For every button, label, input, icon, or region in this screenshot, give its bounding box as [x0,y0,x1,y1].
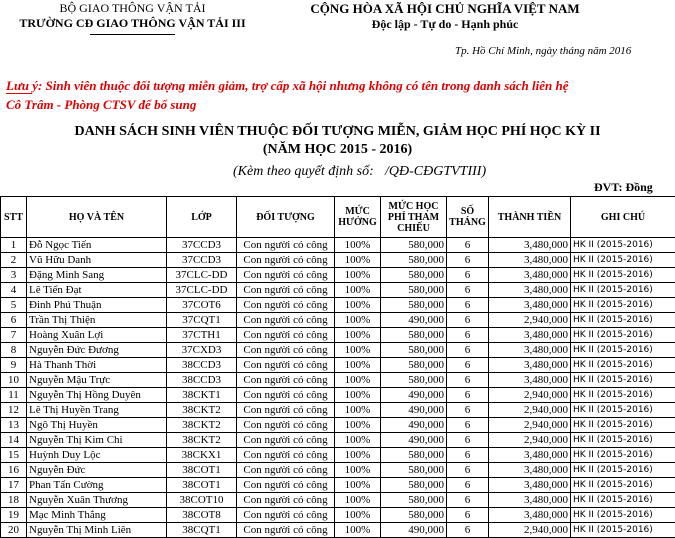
cell-amount: 3,480,000 [489,238,571,253]
table-row [1,268,675,283]
cell-name: Hà Thanh Thời [27,358,167,373]
cell-class: 38CCD3 [167,373,237,388]
cell-months: 6 [447,253,489,268]
cell-note: HK II (2015-2016) [571,268,675,283]
table-row [1,298,675,313]
cell-class: 38CKT2 [167,418,237,433]
col-header-note: GHI CHÚ [571,197,675,238]
col-header-rate: MỨC HƯỞNG [335,197,381,238]
table-header-row [1,197,675,238]
cell-stt: 4 [1,283,27,298]
table-row [1,523,675,538]
table-row [1,388,675,403]
cell-stt: 20 [1,523,27,538]
cell-rate: 100% [335,328,381,343]
cell-reference-fee: 490,000 [381,388,447,403]
cell-category: Con người có công [237,268,335,283]
cell-amount: 2,940,000 [489,313,571,328]
cell-name: Ngô Thị Huyền [27,418,167,433]
cell-note: HK II (2015-2016) [571,238,675,253]
cell-months: 6 [447,493,489,508]
cell-months: 6 [447,523,489,538]
cell-months: 6 [447,478,489,493]
table-row [1,448,675,463]
table-row [1,433,675,448]
notice-line-2: Cô Trâm - Phòng CTSV để bổ sung [6,97,196,113]
cell-note: HK II (2015-2016) [571,328,675,343]
table-row [1,373,675,388]
cell-category: Con người có công [237,418,335,433]
cell-rate: 100% [335,343,381,358]
ministry-name: BỘ GIAO THÔNG VẬN TẢI [0,1,265,16]
table-row [1,313,675,328]
cell-class: 37CLC-DD [167,268,237,283]
currency-unit: ĐVT: Đồng [594,180,653,195]
cell-amount: 3,480,000 [489,328,571,343]
cell-reference-fee: 580,000 [381,508,447,523]
cell-category: Con người có công [237,403,335,418]
cell-category: Con người có công [237,238,335,253]
cell-stt: 19 [1,508,27,523]
national-motto: Độc lập - Tự do - Hạnh phúc [290,17,600,32]
col-header-category: ĐỐI TƯỢNG [237,197,335,238]
document-title: DANH SÁCH SINH VIÊN THUỘC ĐỐI TƯỢNG MIỄN, GIẢM HỌC PHÍ HỌC KỲ II [0,124,675,140]
cell-rate: 100% [335,358,381,373]
table-row [1,463,675,478]
cell-rate: 100% [335,433,381,448]
cell-class: 37CQT1 [167,313,237,328]
table-row [1,508,675,523]
cell-class: 37CCD3 [167,253,237,268]
cell-name: Hoàng Xuân Lợi [27,328,167,343]
cell-class: 37CCD3 [167,238,237,253]
table-row [1,238,675,253]
cell-reference-fee: 490,000 [381,313,447,328]
table-row [1,493,675,508]
cell-category: Con người có công [237,283,335,298]
cell-note: HK II (2015-2016) [571,448,675,463]
cell-name: Lê Thị Huyền Trang [27,403,167,418]
cell-stt: 14 [1,433,27,448]
cell-name: Đinh Phú Thuận [27,298,167,313]
cell-note: HK II (2015-2016) [571,523,675,538]
cell-category: Con người có công [237,298,335,313]
cell-months: 6 [447,403,489,418]
cell-class: 38COT1 [167,478,237,493]
cell-reference-fee: 580,000 [381,448,447,463]
cell-name: Trần Thị Thiện [27,313,167,328]
cell-category: Con người có công [237,313,335,328]
cell-reference-fee: 490,000 [381,433,447,448]
cell-amount: 3,480,000 [489,478,571,493]
cell-stt: 2 [1,253,27,268]
cell-stt: 6 [1,313,27,328]
cell-name: Lê Tiến Đạt [27,283,167,298]
cell-name: Nguyễn Đức Đương [27,343,167,358]
cell-months: 6 [447,373,489,388]
cell-months: 6 [447,388,489,403]
cell-reference-fee: 580,000 [381,268,447,283]
col-header-months: SỐ THÁNG [447,197,489,238]
cell-amount: 3,480,000 [489,463,571,478]
notice-underline [6,93,32,94]
cell-name: Nguyễn Mậu Trực [27,373,167,388]
cell-note: HK II (2015-2016) [571,403,675,418]
cell-note: HK II (2015-2016) [571,253,675,268]
student-table [0,196,675,538]
cell-months: 6 [447,268,489,283]
cell-note: HK II (2015-2016) [571,358,675,373]
document-subtitle: (NĂM HỌC 2015 - 2016) [0,142,675,158]
cell-months: 6 [447,433,489,448]
cell-amount: 3,480,000 [489,268,571,283]
cell-months: 6 [447,343,489,358]
cell-months: 6 [447,298,489,313]
cell-amount: 3,480,000 [489,373,571,388]
col-header-amount: THÀNH TIỀN [489,197,571,238]
table-row [1,478,675,493]
cell-category: Con người có công [237,523,335,538]
cell-stt: 17 [1,478,27,493]
cell-reference-fee: 580,000 [381,343,447,358]
col-header-reference-fee: MỨC HỌC PHÍ THAM CHIẾU [381,197,447,238]
cell-class: 38CKX1 [167,448,237,463]
cell-months: 6 [447,448,489,463]
cell-rate: 100% [335,403,381,418]
cell-class: 38COT8 [167,508,237,523]
cell-amount: 3,480,000 [489,508,571,523]
cell-rate: 100% [335,448,381,463]
cell-rate: 100% [335,493,381,508]
cell-stt: 12 [1,403,27,418]
cell-reference-fee: 580,000 [381,463,447,478]
cell-reference-fee: 580,000 [381,478,447,493]
cell-amount: 3,480,000 [489,283,571,298]
cell-amount: 2,940,000 [489,433,571,448]
cell-months: 6 [447,508,489,523]
decree-number: /QĐ-CĐGTVTIII) [385,164,486,180]
table-row [1,328,675,343]
cell-class: 38COT10 [167,493,237,508]
cell-stt: 18 [1,493,27,508]
cell-class: 38CKT1 [167,388,237,403]
cell-note: HK II (2015-2016) [571,388,675,403]
cell-months: 6 [447,313,489,328]
cell-amount: 2,940,000 [489,418,571,433]
cell-amount: 3,480,000 [489,448,571,463]
cell-stt: 15 [1,448,27,463]
cell-note: HK II (2015-2016) [571,283,675,298]
cell-rate: 100% [335,238,381,253]
cell-class: 37CLC-DD [167,283,237,298]
cell-stt: 7 [1,328,27,343]
cell-months: 6 [447,328,489,343]
cell-name: Phan Tấn Cường [27,478,167,493]
cell-months: 6 [447,283,489,298]
cell-amount: 3,480,000 [489,253,571,268]
decree-reference: (Kèm theo quyết định số: [233,164,374,180]
cell-note: HK II (2015-2016) [571,343,675,358]
cell-note: HK II (2015-2016) [571,493,675,508]
cell-rate: 100% [335,283,381,298]
cell-months: 6 [447,418,489,433]
cell-note: HK II (2015-2016) [571,298,675,313]
cell-name: Đỗ Ngọc Tiến [27,238,167,253]
cell-reference-fee: 580,000 [381,493,447,508]
cell-note: HK II (2015-2016) [571,508,675,523]
cell-reference-fee: 580,000 [381,358,447,373]
cell-rate: 100% [335,373,381,388]
cell-note: HK II (2015-2016) [571,418,675,433]
place-date: Tp. Hồ Chí Minh, ngày tháng năm 2016 [455,45,631,57]
cell-name: Mạc Minh Thắng [27,508,167,523]
cell-class: 38CKT2 [167,403,237,418]
cell-reference-fee: 580,000 [381,298,447,313]
cell-category: Con người có công [237,358,335,373]
table-row [1,283,675,298]
cell-name: Nguyễn Thị Hồng Duyên [27,388,167,403]
cell-stt: 3 [1,268,27,283]
cell-rate: 100% [335,388,381,403]
cell-stt: 16 [1,463,27,478]
cell-amount: 3,480,000 [489,298,571,313]
notice-line-1: Lưu ý: Sinh viên thuộc đối tượng miễn giảm, trợ cấp xã hội nhưng không có tên trong danh sách liên hệ [6,78,568,94]
cell-stt: 9 [1,358,27,373]
header-underline [90,34,175,35]
cell-reference-fee: 580,000 [381,253,447,268]
col-header-class: LỚP [167,197,237,238]
cell-class: 37CXD3 [167,343,237,358]
cell-name: Nguyễn Đức [27,463,167,478]
cell-note: HK II (2015-2016) [571,313,675,328]
cell-stt: 11 [1,388,27,403]
cell-rate: 100% [335,508,381,523]
col-header-stt: STT [1,197,27,238]
cell-note: HK II (2015-2016) [571,433,675,448]
cell-stt: 13 [1,418,27,433]
cell-stt: 1 [1,238,27,253]
cell-amount: 3,480,000 [489,493,571,508]
cell-rate: 100% [335,463,381,478]
cell-class: 37COT6 [167,298,237,313]
cell-class: 38CQT1 [167,523,237,538]
cell-reference-fee: 490,000 [381,403,447,418]
cell-note: HK II (2015-2016) [571,463,675,478]
cell-category: Con người có công [237,433,335,448]
cell-rate: 100% [335,268,381,283]
cell-reference-fee: 580,000 [381,238,447,253]
table-row [1,418,675,433]
cell-name: Nguyễn Thị Minh Liên [27,523,167,538]
cell-category: Con người có công [237,253,335,268]
col-header-name: HỌ VÀ TÊN [27,197,167,238]
cell-stt: 10 [1,373,27,388]
cell-amount: 2,940,000 [489,523,571,538]
cell-rate: 100% [335,478,381,493]
cell-months: 6 [447,463,489,478]
cell-amount: 2,940,000 [489,388,571,403]
cell-category: Con người có công [237,478,335,493]
cell-category: Con người có công [237,493,335,508]
table-row [1,253,675,268]
cell-class: 38CCD3 [167,358,237,373]
cell-reference-fee: 580,000 [381,328,447,343]
cell-stt: 5 [1,298,27,313]
cell-rate: 100% [335,253,381,268]
cell-reference-fee: 580,000 [381,373,447,388]
cell-category: Con người có công [237,463,335,478]
cell-name: Đặng Minh Sang [27,268,167,283]
cell-class: 37CTH1 [167,328,237,343]
cell-reference-fee: 580,000 [381,283,447,298]
cell-name: Huỳnh Duy Lộc [27,448,167,463]
cell-category: Con người có công [237,388,335,403]
table-row [1,358,675,373]
cell-amount: 2,940,000 [489,403,571,418]
cell-class: 38COT1 [167,463,237,478]
cell-name: Vũ Hữu Danh [27,253,167,268]
school-name: TRƯỜNG CĐ GIAO THÔNG VẬN TẢI III [0,16,265,31]
cell-category: Con người có công [237,448,335,463]
cell-class: 38CKT2 [167,433,237,448]
table-row [1,343,675,358]
cell-amount: 3,480,000 [489,358,571,373]
republic-name: CỘNG HÒA XÃ HỘI CHỦ NGHĨA VIỆT NAM [290,1,600,17]
cell-category: Con người có công [237,328,335,343]
cell-note: HK II (2015-2016) [571,478,675,493]
cell-reference-fee: 490,000 [381,523,447,538]
cell-rate: 100% [335,523,381,538]
table-row [1,403,675,418]
cell-category: Con người có công [237,343,335,358]
cell-rate: 100% [335,418,381,433]
cell-months: 6 [447,238,489,253]
cell-rate: 100% [335,313,381,328]
cell-rate: 100% [335,298,381,313]
cell-category: Con người có công [237,373,335,388]
cell-amount: 3,480,000 [489,343,571,358]
cell-stt: 8 [1,343,27,358]
cell-months: 6 [447,358,489,373]
cell-note: HK II (2015-2016) [571,373,675,388]
cell-category: Con người có công [237,508,335,523]
cell-reference-fee: 490,000 [381,418,447,433]
cell-name: Nguyễn Thị Kim Chi [27,433,167,448]
cell-name: Nguyễn Xuân Thương [27,493,167,508]
